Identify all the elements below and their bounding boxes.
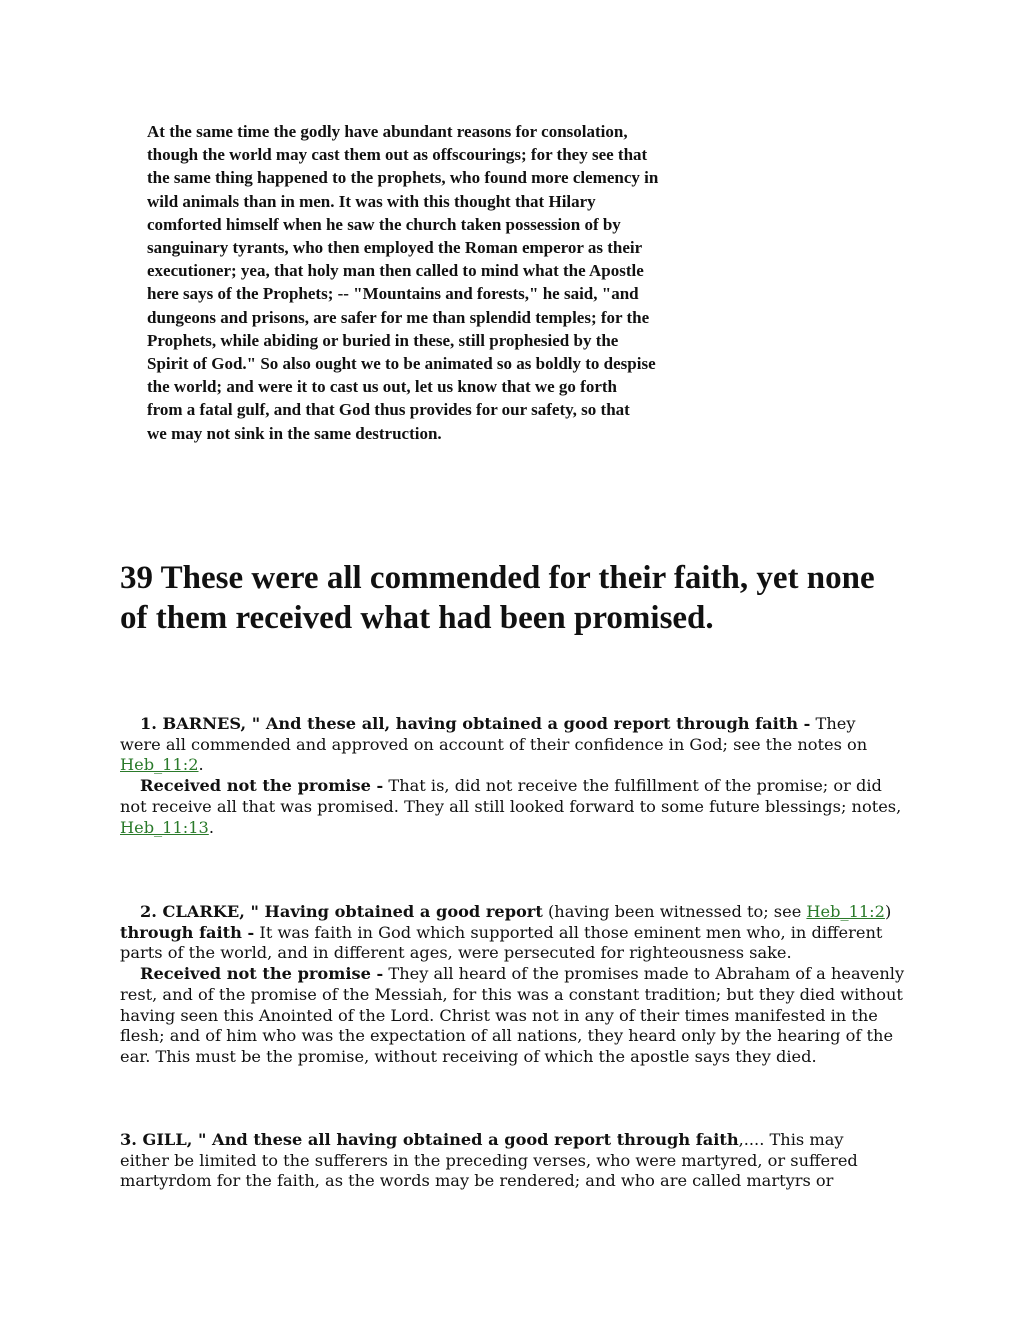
scripture-reference-link[interactable]: Heb_11:2	[806, 902, 885, 921]
clarke-commentary	[120, 902, 910, 1068]
barnes-commentary	[120, 714, 910, 838]
commentary-text: martyrdom for the faith, as the words may be rendered; and who are called martyrs or	[120, 1171, 834, 1191]
quote-line: sanguinary tyrants, who then employed the Roman emperor as their	[147, 238, 643, 258]
quote-line: dungeons and prisons, are safer for me than splendid temples; for the	[147, 307, 650, 327]
scripture-reference-link[interactable]: Heb_11:2	[120, 755, 199, 775]
commentary-text: They	[810, 714, 856, 733]
commentary-text: flesh; and of him who was the expectation of all nations, they heard only by the hearing of the	[120, 1026, 894, 1046]
quote-line: wild animals than in men. It was with this thought that Hilary	[147, 191, 596, 211]
quote-line: though the world may cast them out as offscourings; for they see that	[147, 145, 648, 165]
commentary-text: rest, and of the promise of the Messiah, for this was a constant tradition; but they died without	[120, 984, 903, 1004]
quote-line: Spirit of God." So also ought we to be animated so as boldly to despise	[147, 354, 656, 374]
commentary-text: ,.... This may	[738, 1130, 844, 1149]
verse-heading-line: 39 These were all commended for their faith, yet none	[120, 560, 875, 596]
commentary-text: either be limited to the sufferers in the preceding verses, who were martyred, or suffered	[120, 1150, 858, 1170]
quote-line: the world; and were it to cast us out, let us know that we go forth	[147, 377, 617, 397]
quote-line: from a fatal gulf, and that God thus provides for our safety, so that	[147, 400, 630, 420]
barnes-heading: 1. BARNES, " And these all, having obtained a good report through faith -	[140, 714, 811, 733]
verse-heading-line: of them received what had been promised.	[120, 600, 714, 636]
calvin-quote-block	[147, 120, 787, 445]
gill-heading: 3. GILL, " And these all having obtained a good report through faith	[120, 1130, 739, 1149]
commentary-text: .	[208, 817, 214, 837]
commentary-text: They all heard of the promises made to Abraham of a heavenly	[383, 964, 905, 984]
quote-line: executioner; yea, that holy man then called to mind what the Apostle	[147, 261, 644, 281]
scripture-reference-link[interactable]: Heb_11:13	[120, 817, 209, 837]
quote-line: the same thing happened to the prophets, who found more clemency in	[147, 168, 659, 188]
commentary-text: having seen this Anointed of the Lord. Christ was not in any of their times manifested in the	[120, 1005, 878, 1025]
clarke-heading: 2. CLARKE, " Having obtained a good report	[140, 902, 543, 921]
subheading-through-faith: through faith -	[120, 922, 255, 942]
commentary-text: It was faith in God which supported all those eminent men who, in different	[254, 922, 883, 942]
commentary-text: .	[198, 755, 204, 775]
quote-line: comforted himself when he saw the church taken possession of by	[147, 214, 621, 234]
subheading-received-not-promise: Received not the promise -	[140, 964, 384, 984]
commentary-text: were all commended and approved on account of their confidence in God; see the notes on	[120, 734, 868, 754]
verse-heading	[120, 558, 920, 638]
commentary-text: )	[884, 902, 892, 921]
commentary-text: not receive all that was promised. They all still looked forward to some future blessings; notes,	[120, 796, 902, 816]
subheading-received-not-promise: Received not the promise -	[140, 776, 384, 796]
quote-line: we may not sink in the same destruction.	[147, 423, 442, 443]
commentary-text: parts of the world, and in different ages, were persecuted for righteousness sake.	[120, 943, 792, 963]
quote-line: here says of the Prophets; -- "Mountains and forests," he said, "and	[147, 284, 639, 304]
commentary-text: ear. This must be the promise, without receiving of which the apostle says they died.	[120, 1046, 817, 1066]
gill-commentary	[120, 1130, 910, 1192]
commentary-text: That is, did not receive the fulfillment of the promise; or did	[383, 776, 882, 796]
quote-line: Prophets, while abiding or buried in these, still prophesied by the	[147, 330, 619, 350]
quote-line: At the same time the godly have abundant reasons for consolation,	[147, 122, 628, 141]
commentary-text: (having been witnessed to; see	[542, 902, 807, 921]
